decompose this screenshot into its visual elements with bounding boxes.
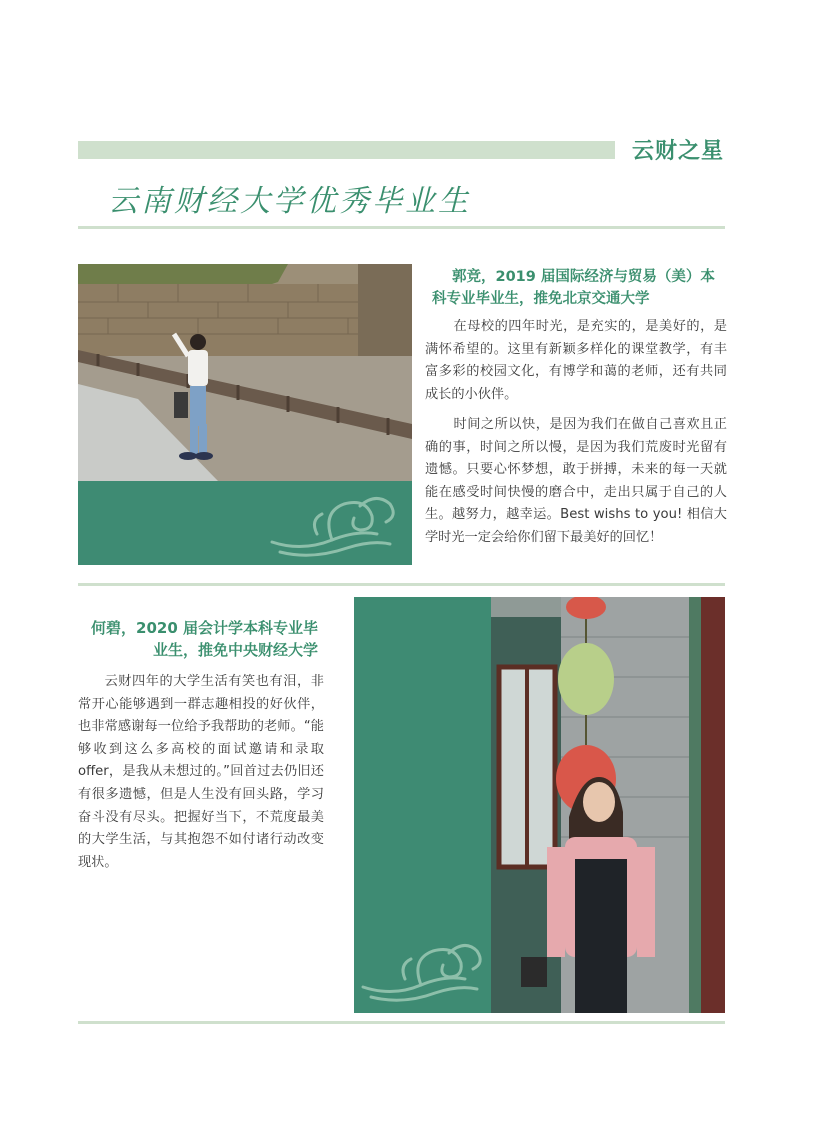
divider bbox=[78, 1021, 725, 1024]
auspicious-cloud-icon bbox=[357, 935, 485, 1005]
divider bbox=[78, 226, 725, 229]
profile-paragraph: 云财四年的大学生活有笑也有泪，非常开心能够遇到一群志趣相投的好伙伴，也非常感谢每一位给予我帮助的老师。“能够收到这么多高校的面试邀请和录取 offer，是我从未想过的。”回首过去仍旧还有很多遗憾，但是人生没有回头路，学习奋斗没有尽头。把握好当下，不荒度最美的大学生活，与其抱怨不如付诸行动改变现状。 bbox=[78, 674, 324, 870]
graduate-name-1: 郭竞，2019 届国际经济与贸易（美）本科专业毕业生，推免北京交通大学 bbox=[432, 269, 715, 307]
profile-paragraph: 在母校的四年时光，是充实的，是美好的，是满怀希望的。这里有新颖多样化的课堂教学，有丰富多彩的校园文化，有博学和蔼的老师，还有共同成长的小伙伴。 bbox=[425, 319, 727, 402]
auspicious-cloud-icon bbox=[262, 482, 402, 562]
page-title: 云南财经大学优秀毕业生 bbox=[108, 184, 471, 219]
divider bbox=[78, 583, 725, 586]
profile-paragraph: 时间之所以快，是因为我们在做自己喜欢且正确的事，时间之所以慢，是因为我们荒废时光留有遗憾。只要心怀梦想，敢于拼搏，未来的每一天就能在感受时间快慢的磨合中，走出只属于自己的人生。越努力，越幸运。Best wishs to you! 相信大学时光一定会给你们留下最美好的回忆！ bbox=[425, 417, 727, 545]
graduate-name-2: 何碧，2020 届会计学本科专业毕业生，推免中央财经大学 bbox=[91, 619, 318, 659]
graduate-photo-2 bbox=[491, 597, 725, 1013]
header-bar bbox=[78, 141, 615, 159]
graduate-photo-1 bbox=[78, 264, 412, 481]
section-tag: 云财之星 bbox=[632, 139, 725, 164]
